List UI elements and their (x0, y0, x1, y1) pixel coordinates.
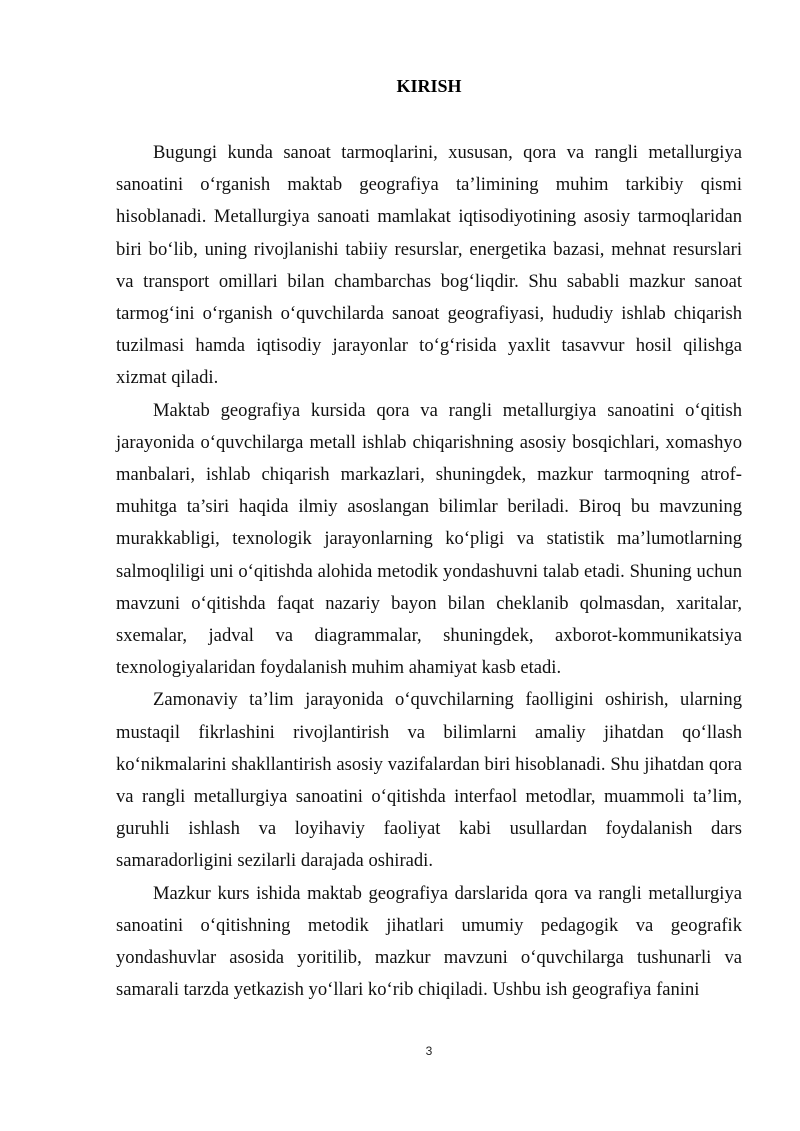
page-title: KIRISH (396, 76, 462, 96)
paragraph-2: Maktab geografiya kursida qora va rangli metallurgiya sanoatini o‘qitish jarayonida o‘quvchilarga metall ishlab chiqarishning asosiy bosqichlari, xomashyo manbalari, ishlab chiqarish markazlari, shuningdek, mazkur tarmoqning atrof-muhitga ta’siri haqida ilmiy asoslangan bilimlar beriladi. Biroq bu mavzuning murakkabligi, texnologik jarayonlarning ko‘pligi va statistik ma’lumotlarning salmoqliligi uni o‘qitishda alohida metodik yondashuvni talab etadi. Shuning uchun mavzuni o‘qitishda faqat nazariy bayon bilan cheklanib qolmasdan, xaritalar, sxemalar, jadval va diagrammalar, shuningdek, axborot-kommunikatsiya texnologiyalaridan foydalanish muhim ahamiyat kasb etadi. (116, 399, 742, 679)
body-text (116, 137, 742, 1006)
page-number: 3 (425, 1044, 433, 1058)
paragraph-4: Mazkur kurs ishida maktab geografiya darslarida qora va rangli metallurgiya sanoatini o‘qitishning metodik jihatlari umumiy pedagogik va geografik yondashuvlar asosida yoritilib, mazkur mavzuni o‘quvchilarga tushunarli va samarali tarzda yetkazish yo‘llari ko‘rib chiqiladi. Ushbu ish geografiya fanini (116, 882, 742, 1001)
paragraph-3: Zamonaviy ta’lim jarayonida o‘quvchilarning faolligini oshirish, ularning mustaqil fikrlashini rivojlantirish va bilimlarni amaliy jihatdan qo‘llash ko‘nikmalarini shakllantirish asosiy vazifalardan biri hisoblanadi. Shu jihatdan qora va rangli metallurgiya sanoatini o‘qitishda interfaol metodlar, muammoli ta’lim, guruhli ishlash va loyihaviy faoliyat kabi usullardan foydalanish dars samaradorligini sezilarli darajada oshiradi. (116, 689, 742, 872)
paragraph-1: Bugungi kunda sanoat tarmoqlarini, xususan, qora va rangli metallurgiya sanoatini o‘rganish maktab geografiya ta’limining muhim tarkibiy qismi hisoblanadi. Metallurgiya sanoati mamlakat iqtisodiyotining asosiy tarmoqlaridan biri bo‘lib, uning rivojlanishi tabiiy resurslar, energetika bazasi, mehnat resurslari va transport omillari bilan chambarchas bog‘liqdir. Shu sababli mazkur sanoat tarmog‘ini o‘rganish o‘quvchilarda sanoat geografiyasi, hududiy ishlab chiqarish tuzilmasi hamda iqtisodiy jarayonlar to‘g‘risida yaxlit tasavvur hosil qilishga xizmat qiladi. (116, 142, 742, 389)
